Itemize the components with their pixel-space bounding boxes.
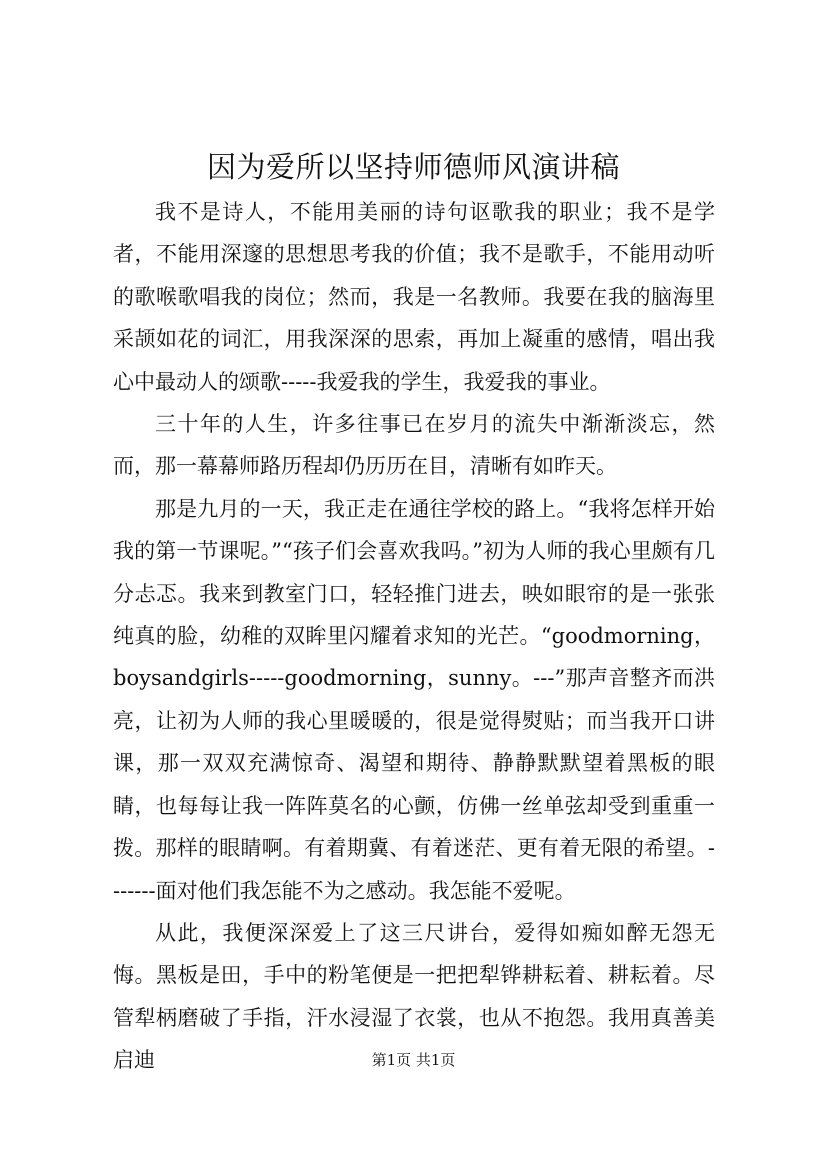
- paragraph: 我不是诗人，不能用美丽的诗句讴歌我的职业；我不是学者，不能用深邃的思想思考我的价值；我不是歌手，不能用动听的歌喉歌唱我的岗位；然而，我是一名教师。我要在我的脑海里采颉如花的词汇，用我深深的思索，再加上凝重的感情，唱出我心中最动人的颂歌-----我爱我的学生，我爱我的事业。: [113, 200, 715, 394]
- document-title: 因为爱所以坚持师德师风演讲稿: [206, 150, 620, 184]
- paragraph: 从此，我便深深爱上了这三尺讲台，爱得如痴如醉无怨无悔。黑板是田，手中的粉笔便是一把把犁铧耕耘着、耕耘着。尽管犁柄磨破了手指，汗水浸湿了衣裳，也从不抱怨。我用真善美启迪: [113, 920, 715, 1073]
- paragraph: 那是九月的一天，我正走在通往学校的路上。“我将怎样开始我的第一节课呢。”“孩子们会喜欢我吗。”初为人师的我心里颇有几分忐忑。我来到教室门口，轻轻推门进去，映如眼帘的是一张张纯真的脸，幼稚的双眸里闪耀着求知的光芒。“goodmorning，boysandgirls-----goodmorning，sunny。---”那声音整齐而洪亮，让初为人师的我心里暖暖的，很是觉得熨贴；而当我开口讲课，那一双双充满惊奇、渴望和期待、静静默默望着黑板的眼睛，也每每让我一阵阵莫名的心颤，仿佛一丝单弦却受到重重一拨。那样的眼睛啊。有着期冀、有着迷茫、更有着无限的希望。-------面对他们我怎能不为之感动。我怎能不爱呢。: [113, 496, 715, 903]
- paragraph: 三十年的人生，许多往事已在岁月的流失中渐渐淡忘，然而，那一幕幕师路历程却仍历历在目，清晰有如昨天。: [113, 412, 715, 479]
- document-body: [113, 191, 715, 1082]
- page-footer: 第1页 共1页: [371, 1051, 456, 1069]
